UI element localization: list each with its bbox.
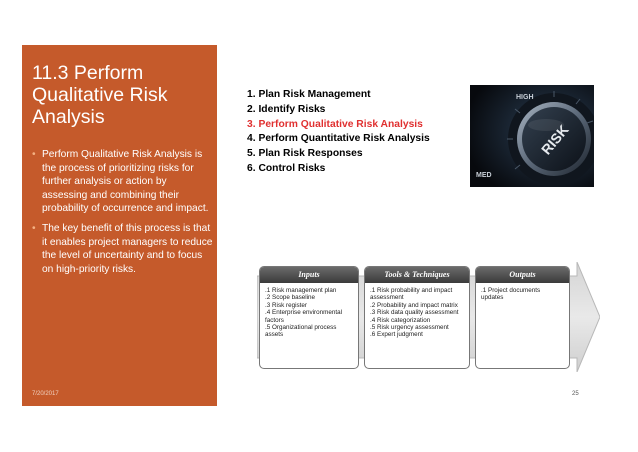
list-item: .1 Project documents updates [481,287,541,302]
dial-risk-label: RISK [537,121,572,158]
process-item: 2. Identify Risks [247,103,326,115]
list-item: .5 Organizational process assets [265,324,337,339]
bullet-item [32,148,214,216]
bullet-item [32,222,214,276]
bullet-icon: • [32,222,36,234]
process-list [247,88,430,177]
itto-outputs-header: Outputs [476,267,569,283]
itto-inputs-column [259,266,359,369]
list-item: .5 Risk urgency assessment [370,324,449,332]
itto-outputs-list [476,283,569,306]
risk-dial-icon [470,85,594,187]
page-number: 25 [572,391,579,397]
bullet-text: The key benefit of this process is that it enables project managers to reduce the level of uncertainty and to focus on high-priority risks. [42,222,213,275]
list-item: .3 Risk register [265,301,307,309]
bullet-icon: • [32,149,36,160]
list-item: .1 Risk management plan [265,287,337,294]
list-item: .1 Risk probability and impact assessment [370,287,453,302]
risk-dial-photo [470,85,594,187]
process-item: 6. Control Risks [247,162,326,174]
itto-tools-list [365,283,469,343]
bullet-text: Perform Qualitative Risk Analysis is the process of prioritizing risks for further analysis or action by assessing and combining their probability of occurrence and impact. [42,149,209,215]
dial-high-label: HIGH [516,94,534,101]
itto-outputs-column [475,266,570,369]
process-item-active: 3. Perform Qualitative Risk Analysis [247,118,423,130]
list-item: .4 Enterprise environmental factors [265,309,343,324]
process-item: 5. Plan Risk Responses [247,148,363,160]
bullet-list [32,148,214,282]
list-item: .3 Risk data quality assessment [370,309,459,317]
process-item: 4. Perform Quantitative Risk Analysis [247,133,430,145]
list-item: .6 Expert judgment [370,331,423,339]
itto-diagram [257,262,600,372]
slide-title: 11.3 Perform Qualitative Risk Analysis [32,62,168,128]
itto-inputs-list [260,283,358,343]
itto-tools-header: Tools & Techniques [365,267,469,283]
dial-med-label: MED [476,172,492,179]
list-item: .2 Scope baseline [265,294,316,302]
itto-tools-column [364,266,470,369]
title-panel [22,45,217,406]
slide-date: 7/20/2017 [32,391,59,397]
itto-inputs-header: Inputs [260,267,358,283]
list-item: .4 Risk categorization [370,316,431,324]
list-item: .2 Probability and impact matrix [370,301,458,309]
process-item: 1. Plan Risk Management [247,89,371,100]
